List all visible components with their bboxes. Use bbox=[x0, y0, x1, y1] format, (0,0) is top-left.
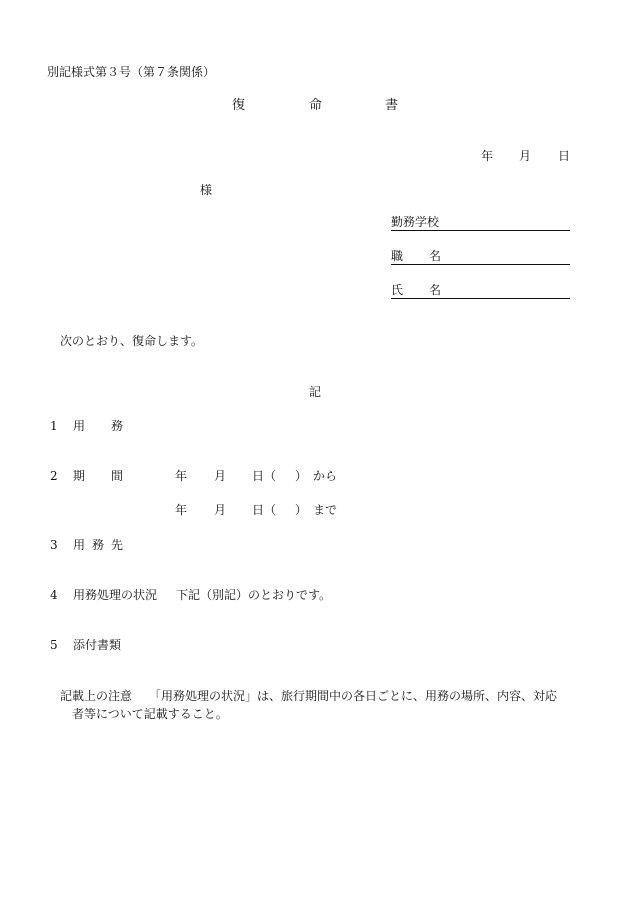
item-4-number: 4 bbox=[50, 588, 58, 602]
name-label-char-2: 名 bbox=[429, 283, 442, 297]
item-3-label-char-3: 先 bbox=[111, 538, 124, 552]
addressee-suffix: 様 bbox=[200, 183, 213, 197]
date-year: 年 bbox=[481, 149, 494, 163]
note-line-1: 「用務処理の状況」は、旅行期間中の各日ごとに、用務の場所、内容、対応 bbox=[149, 689, 558, 703]
item-1-label-char-2: 務 bbox=[111, 419, 124, 433]
item-1-label-char-1: 用 bbox=[73, 419, 86, 433]
date-day: 日 bbox=[558, 149, 571, 163]
item-3-label-char-1: 用 bbox=[73, 538, 86, 552]
date-month: 月 bbox=[519, 149, 532, 163]
period-to-year: 年 bbox=[175, 503, 188, 517]
item-2-label-char-1: 期 bbox=[73, 469, 86, 483]
item-3-label-char-2: 務 bbox=[92, 538, 105, 552]
intro-text: 次のとおり、復命します。 bbox=[60, 334, 204, 348]
item-4-label: 用務処理の状況 bbox=[73, 588, 158, 602]
period-from-day: 日（ bbox=[252, 469, 277, 483]
item-1-number: 1 bbox=[50, 419, 58, 433]
position-line bbox=[391, 250, 570, 265]
period-to-close: ） bbox=[295, 503, 308, 517]
school-label: 勤務学校 bbox=[391, 215, 440, 229]
ki-heading: 記 bbox=[309, 385, 322, 399]
period-to-day: 日（ bbox=[252, 503, 277, 517]
note-title: 記載上の注意 bbox=[60, 689, 133, 703]
item-5-number: 5 bbox=[50, 638, 58, 652]
title-char-3: 書 bbox=[385, 98, 399, 113]
item-5-label: 添付書類 bbox=[73, 638, 122, 652]
item-3-number: 3 bbox=[50, 538, 58, 552]
period-from-month: 月 bbox=[214, 469, 227, 483]
form-label: 別記様式第３号（第７条関係） bbox=[47, 65, 216, 79]
period-to-month: 月 bbox=[214, 503, 227, 517]
note-line-2: 者等について記載すること。 bbox=[72, 707, 228, 721]
item-2-label-char-2: 間 bbox=[111, 469, 124, 483]
position-label-char-2: 名 bbox=[429, 249, 442, 263]
period-from-close: ） bbox=[295, 469, 308, 483]
name-label-char-1: 氏 bbox=[391, 283, 404, 297]
period-to-suffix: まで bbox=[313, 503, 338, 517]
period-from-year: 年 bbox=[175, 469, 188, 483]
title-char-1: 復 bbox=[232, 98, 246, 113]
period-from-suffix: から bbox=[313, 469, 338, 483]
position-label-char-1: 職 bbox=[391, 249, 404, 263]
title-char-2: 命 bbox=[309, 98, 323, 113]
item-4-value: 下記（別記）のとおりです。 bbox=[176, 588, 332, 602]
school-line bbox=[391, 216, 570, 231]
item-2-number: 2 bbox=[50, 469, 58, 483]
name-line bbox=[391, 284, 570, 299]
